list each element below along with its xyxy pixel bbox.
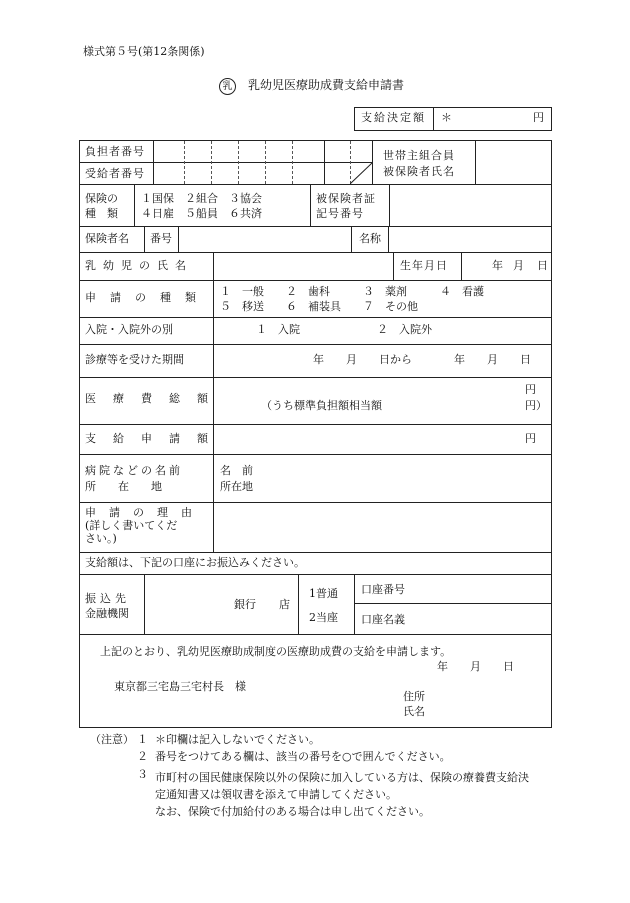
note-3-text [155, 769, 529, 820]
reason-line1: 申請の理由 [85, 506, 205, 519]
standard-burden-label: （うち標準負担額相当額 [261, 399, 382, 412]
insurer-name-label: 保険者名 [85, 232, 129, 245]
household-head-label [383, 148, 455, 180]
hospital-label-line2: 所 在 地 [85, 480, 162, 493]
bank-label-line2: 金融機関 [85, 607, 129, 620]
note-3-line1: 市町村の国民健康保険以外の保険に加入している方は、保険の療養費支給決 [155, 771, 529, 784]
note-1-number: １ [137, 733, 148, 746]
note-1-text: ＊印欄は記入しないでください。 [155, 733, 320, 746]
insurer-number-label: 番号 [150, 232, 172, 245]
decision-amount-box [354, 107, 552, 131]
insurance-type-options [141, 191, 262, 221]
inpatient-option-2: ２ 入院外 [377, 323, 432, 336]
notes-label: （注意） [90, 733, 134, 746]
declaration-date: 年 月 日 [437, 660, 514, 673]
account-name-label: 口座名義 [361, 613, 405, 626]
hospital-name-field: 名 前 [220, 464, 253, 477]
insurance-options-line2: ４日雇 ５船員 ６共済 [141, 207, 262, 220]
bank-label-line1: 振込先 [85, 592, 130, 605]
payment-request-yen: 円 [525, 432, 536, 445]
application-type-options [220, 284, 484, 314]
birth-date-label: 生年月日 [400, 259, 448, 272]
bank-label [85, 591, 130, 621]
note-3-line3: なお、保険で付加給付のある場合は申し出てください。 [155, 805, 430, 818]
hospital-label [85, 463, 183, 495]
burden-number-label: 負担者番号 [85, 145, 145, 158]
birth-month: 月 [513, 259, 524, 272]
application-table [79, 140, 552, 728]
insured-cert-label [316, 191, 376, 221]
period-to: 年 月 日 [454, 353, 531, 366]
inpatient-option-1: １ 入院 [256, 323, 300, 336]
application-type-label: 申請の種類 [85, 291, 210, 304]
hospital-address-field: 所在地 [220, 480, 253, 493]
period-from: 年 月 日から [313, 353, 412, 366]
account-number-label: 口座番号 [361, 583, 405, 596]
infant-name-label: 乳幼児の氏名 [85, 259, 193, 272]
diagonal-slash [350, 163, 373, 185]
reason-line3: さい。) [85, 532, 117, 545]
insurance-label-line2: 種 類 [85, 207, 118, 220]
household-head-line1: 世帯主組合員 [383, 149, 455, 162]
period-label: 診療等を受けた期間 [85, 353, 184, 366]
decision-unit: 円 [533, 111, 544, 124]
hospital-fields [220, 463, 253, 495]
insured-cert-line2: 記号番号 [316, 207, 364, 220]
note-3-line2: 定通知書又は領収書を添えて申請してください。 [155, 788, 397, 801]
insurance-type-label [85, 191, 118, 221]
form-number: 様式第５号(第12条関係) [83, 45, 205, 58]
hospital-label-line1: 病院などの名前 [85, 464, 183, 477]
applicant-name-label: 氏名 [403, 705, 425, 718]
seal-mark [219, 78, 236, 95]
decision-mark: ＊ [441, 111, 452, 124]
recipient-number-label: 受給者番号 [85, 167, 145, 180]
declaration-addressee: 東京都三宅島三宅村長 様 [114, 680, 246, 693]
inpatient-label: 入院・入院外の別 [85, 323, 173, 336]
insurance-options-line1: １国保 ２組合 ３協会 [141, 192, 262, 205]
note-2-number: ２ [137, 750, 148, 763]
birth-year: 年 [492, 259, 503, 272]
app-types-line2: ５ 移送 ６ 補装具 ７ その他 [220, 300, 418, 313]
branch-suffix: 店 [279, 598, 290, 611]
declaration-text: 上記のとおり、乳幼児医療助成制度の医療助成費の支給を申請します。 [100, 645, 452, 658]
decision-label: 支給決定額 [361, 111, 426, 124]
account-type-2: 2当座 [309, 611, 338, 624]
applicant-address-label: 住所 [403, 690, 425, 703]
total-cost-yen: 円 [525, 383, 536, 396]
reason-label [85, 506, 205, 545]
standard-burden-yen: 円） [525, 399, 547, 412]
form-title: 乳幼児医療助成費支給申請書 [248, 78, 405, 92]
note-2-text: 番号をつけてある欄は、該当の番号を○で囲んでください。 [155, 750, 451, 763]
note-3-number: ３ [137, 768, 148, 781]
app-types-line1: １ 一般 ２ 歯科 ３ 薬剤 ４ 看護 [220, 285, 484, 298]
seal-char: 乳 [222, 81, 233, 92]
birth-day: 日 [537, 259, 548, 272]
reason-line2: (詳しく書いてくだ [85, 519, 178, 532]
household-head-line2: 被保険者氏名 [383, 165, 455, 178]
insurer-title-label: 名称 [359, 232, 381, 245]
payment-request-label: 支給申請額 [85, 432, 225, 445]
insurance-label-line1: 保険の [85, 192, 118, 205]
insured-cert-line1: 被保険者証 [316, 192, 376, 205]
account-type-1: 1普通 [309, 587, 338, 600]
bank-name-suffix: 銀行 [234, 598, 256, 611]
total-cost-label: 医療費総額 [85, 392, 225, 405]
bank-instruction: 支給額は、下記の口座にお振込みください。 [85, 556, 305, 569]
